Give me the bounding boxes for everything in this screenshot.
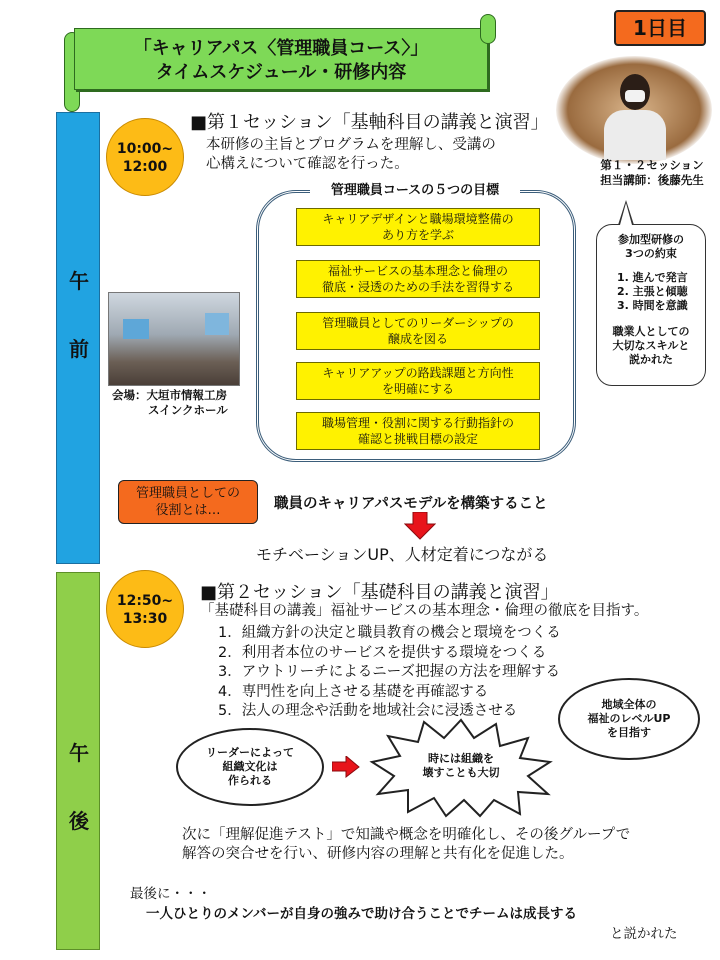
closing-tail: と説かれた [610,926,678,942]
goal-item-1 [296,208,540,246]
closing-intro: 最後に・・・ [130,886,211,902]
session-1-description-line-1: 本研修の主旨とプログラムを理解し、受講の [206,137,496,153]
promise-footer-line-2: 大切なスキルと [612,339,690,352]
afternoon-time-circle [106,570,184,648]
leader-bubble-line-2: 組織文化は [222,760,278,773]
region-bubble-line-3: を目指す [607,726,651,739]
venue-caption [112,388,228,418]
instructor-photo [556,56,712,164]
title-banner [60,18,500,100]
title-line-2: タイムスケジュール・研修内容 [155,62,407,83]
session-2-item-3: 3．アウトリーチによるニーズ把握の方法を理解する [218,664,560,680]
goals-title: 管理職員コースの５つの目標 [310,179,520,198]
result-text: モチベーションUP、人材定着につながる [256,545,549,564]
morning-bar-char-1: 午 [69,269,89,293]
promise-bubble [596,224,706,386]
venue-photo-screen-left [123,319,149,339]
region-bubble-line-1: 地域全体の [601,698,657,711]
morning-bar [56,112,100,564]
session-2-intro: 「基礎科目の講義」福祉サービスの基本理念・倫理の徹底を目指す。 [200,603,649,619]
afternoon-bar [56,572,100,950]
leader-bubble-line-3: 作られる [228,774,272,787]
role-box-line-2: 役割とは… [155,503,221,518]
role-statement: 職員のキャリアパスモデルを構築すること [274,496,548,512]
down-arrow-icon [404,512,436,540]
afternoon-time-end: 13:30 [122,611,168,627]
goal-item-3 [296,312,540,350]
session-2-item-2: 2．利用者本位のサービスを提供する環境をつくる [218,644,547,661]
session-2-items [218,624,561,722]
goal-2-line-1: 福祉サービスの基本理念と倫理の [327,264,508,278]
promise-item-2: 2. 主張と傾聴 [617,285,688,298]
test-description-line-2: 解答の突合せを行い、研修内容の理解と共有化を促進した。 [182,846,574,862]
promise-footer-line-1: 職業人としての [612,325,690,338]
morning-bar-char-2: 前 [69,337,89,361]
right-arrow-icon [332,756,360,778]
day-badge: 1日目 [614,10,706,46]
goal-1-line-1: キャリアデザインと職場環境整備の [322,212,514,226]
region-bubble-line-2: 福祉のレベルUP [587,712,671,725]
goal-4-line-2: を明確にする [381,382,454,396]
goal-4-line-1: キャリアアップの路践課題と方向性 [322,366,514,380]
goal-item-5 [296,412,540,450]
leader-bubble-line-1: リーダーによって [206,746,294,759]
session-2-item-4: 4．専門性を向上させる基礎を再確認する [218,683,489,700]
morning-time-start: 10:00~ [116,141,174,157]
venue-caption-line-1: 会場：大垣市情報工房 [112,388,227,402]
goal-1-line-2: あり方を学ぶ [381,228,454,242]
session-1-description-line-2: 心構えについて確認を行った。 [206,156,409,172]
morning-time-end: 12:00 [122,159,168,175]
region-bubble [558,678,700,760]
goal-5-line-1: 職場管理・役割に関する行動指針の [321,416,514,430]
goal-2-line-2: 徹底・浸透のための手法を習得する [321,280,514,294]
afternoon-time-start: 12:50~ [116,593,174,609]
break-bubble-line-1: 時には組織を [428,752,494,765]
venue-photo-screen-right [205,313,229,335]
instructor-caption-line-2: 担当講師：後藤先生 [600,173,704,187]
promise-item-1: 1. 進んで発言 [617,271,688,284]
venue-photo [108,292,240,386]
instructor-photo-body [604,110,666,160]
goal-3-line-2: 醸成を図る [387,332,448,346]
promise-bubble-tail-fill [620,203,632,225]
test-description-line-1: 次に「理解促進テスト」で知識や概念を明確化し、その後グループで [182,827,631,843]
promise-footer-line-3: 説かれた [629,353,673,366]
afternoon-bar-char-1: 午 [69,741,89,765]
afternoon-bar-char-2: 後 [69,809,89,833]
role-box-line-1: 管理職員としての [135,486,240,501]
instructor-caption-line-1: 第１・２セッション [600,158,704,172]
session-1-title: ■第１セッション「基軸科目の講義と演習」 [190,112,549,133]
leader-bubble [176,728,324,806]
closing-main: 一人ひとりのメンバーが自身の強みで助け合うことでチームは成長する [146,906,578,922]
promise-list [597,271,705,313]
session-2-item-5: 5．法人の理念や活動を地域社会に浸透させる [218,703,518,719]
session-1-description [206,136,496,174]
break-bubble-text [368,752,554,780]
role-box [118,480,258,524]
goal-5-line-2: 確認と挑戦目標の設定 [357,432,478,446]
promise-item-3: 3. 時間を意識 [617,299,688,312]
goal-3-line-1: 管理職員としてのリーダーシップの [322,316,514,330]
goal-item-2 [296,260,540,298]
break-bubble-line-2: 壊すことも大切 [422,766,500,779]
promise-heading-line-1: 参加型研修の [618,233,684,246]
title-line-1: 「キャリアパス〈管理職員コース〉」 [133,38,429,59]
instructor-caption [590,158,714,188]
session-2-title: ■第２セッション「基礎科目の講義と演習」 [200,582,559,603]
session-2-item-1: 1．組織方針の決定と職員教育の機会と環境をつくる [218,625,561,641]
promise-heading-line-2: 3つの約束 [625,247,677,260]
goal-item-4 [296,362,540,400]
morning-time-circle [106,118,184,196]
test-description [182,826,630,864]
instructor-photo-mask [625,90,645,102]
venue-caption-line-2: スインクホール [148,403,228,417]
